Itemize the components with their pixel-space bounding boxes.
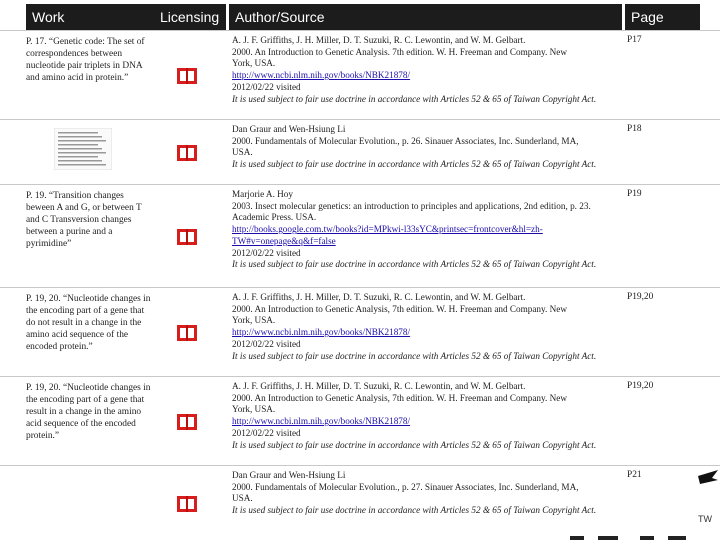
author-line: Dan Graur and Wen-Hsiung Li [232, 124, 346, 134]
page-cell: P17 [627, 35, 642, 45]
license-icon[interactable] [176, 322, 198, 344]
license-icon[interactable] [176, 65, 198, 87]
fair-use-notice: It is used subject to fair use doctrine in accordance with Articles 52 & 65 of Taiwan Copyright Act. [232, 439, 597, 450]
table-row [0, 30, 720, 119]
work-cell: P. 19, 20. “Nucleotide changes in the encoding part of a gene that do not result in a change in the amino acid sequence of the encoded protein.” [26, 294, 151, 352]
author-line: USA. [232, 493, 253, 504]
author-line: Academic Press. USA. [232, 212, 317, 223]
page-cell: P19,20 [627, 381, 654, 391]
source-link[interactable]: http://books.google.com.tw/books?id=MPkwi-l33sYC&printsec=frontcover&hl=zh-TW#v=onepage&q&f=false [232, 224, 543, 246]
fair-use-notice: It is used subject to fair use doctrine in accordance with Articles 52 & 65 of Taiwan Copyright Act. [232, 93, 597, 104]
header-licensing: Licensing [154, 4, 226, 30]
table-row [0, 119, 720, 184]
source-link[interactable]: http://www.ncbi.nlm.nih.gov/books/NBK21878/ [232, 416, 411, 427]
license-icon[interactable] [176, 226, 198, 248]
table-row [0, 184, 720, 287]
author-line: 2003. Insect molecular genetics: an introduction to principles and applications, 2nd edition, p. 23. [232, 200, 591, 211]
fair-use-notice: It is used subject to fair use doctrine in accordance with Articles 52 & 65 of Taiwan Copyright Act. [232, 505, 597, 516]
fair-use-notice: It is used subject to fair use doctrine in accordance with Articles 52 & 65 of Taiwan Copyright Act. [232, 259, 597, 270]
author-line: Dan Graur and Wen-Hsiung Li [232, 470, 346, 480]
license-icon[interactable] [176, 142, 198, 164]
page-cell: P21 [627, 470, 642, 480]
footer-bar [598, 536, 618, 540]
author-line: York, USA. [232, 404, 276, 415]
page-cell: P19,20 [627, 292, 654, 302]
page-cell: P19 [627, 189, 642, 199]
author-line: 2000. An Introduction to Genetic Analysis, 7th edition. W. H. Freeman and Company. New [232, 303, 567, 314]
logo-icon [696, 468, 720, 532]
author-line: A. J. F. Griffiths, J. H. Miller, D. T. Suzuki, R. C. Lewontin, and W. M. Gelbart. [232, 292, 526, 302]
visited-date: 2012/02/22 visited [232, 427, 301, 438]
header-author-source: Author/Source [229, 4, 622, 30]
source-link[interactable]: http://www.ncbi.nlm.nih.gov/books/NBK21878/ [232, 70, 411, 81]
work-cell: P. 19. “Transition changes beween A and G, or between T and C Transversion changes between a purine and a pyrimidine” [26, 191, 142, 249]
footer-bar [640, 536, 654, 540]
header-work: Work [26, 4, 154, 30]
table-row [0, 376, 720, 465]
work-cell: P. 19, 20. “Nucleotide changes in the encoding part of a gene that result in a change in the amino acid sequence of the encoded protein.” [26, 383, 151, 441]
author-source-cell [232, 470, 622, 517]
work-thumbnail [54, 128, 112, 170]
footer-bar [570, 536, 584, 540]
table-row [0, 287, 720, 376]
author-source-cell [232, 292, 622, 362]
work-cell: P. 17. “Genetic code: The set of correspondences between nucleotide pair triplets in DNA and amino acid in protein.” [26, 37, 145, 83]
table-header [0, 0, 720, 34]
license-icon[interactable] [176, 411, 198, 433]
author-line: 2000. Fundamentals of Molecular Evolution., p. 27. Sinauer Associates, Inc. Sunderland, MA, [232, 481, 579, 492]
logo-text: TW [698, 514, 712, 524]
author-line: 2000. An Introduction to Genetic Analysis. 7th edition. W. H. Freeman and Company. New [232, 46, 567, 57]
author-line: 2000. An Introduction to Genetic Analysis, 7th edition. W. H. Freeman and Company. New [232, 392, 567, 403]
footer-bar [668, 536, 686, 540]
visited-date: 2012/02/22 visited [232, 338, 301, 349]
visited-date: 2012/02/22 visited [232, 81, 301, 92]
page-cell: P18 [627, 124, 642, 134]
header-page: Page [625, 4, 700, 30]
author-source-cell [232, 189, 622, 271]
source-link[interactable]: http://www.ncbi.nlm.nih.gov/books/NBK21878/ [232, 327, 411, 338]
author-line: York, USA. [232, 315, 276, 326]
author-source-cell [232, 35, 622, 105]
author-line: USA. [232, 147, 253, 158]
author-line: A. J. F. Griffiths, J. H. Miller, D. T. Suzuki, R. C. Lewontin, and W. M. Gelbart. [232, 381, 526, 391]
author-source-cell [232, 381, 622, 451]
author-line: A. J. F. Griffiths, J. H. Miller, D. T. Suzuki, R. C. Lewontin, and W. M. Gelbart. [232, 35, 526, 45]
table-row [0, 465, 720, 540]
fair-use-notice: It is used subject to fair use doctrine in accordance with Articles 52 & 65 of Taiwan Copyright Act. [232, 159, 597, 170]
fair-use-notice: It is used subject to fair use doctrine in accordance with Articles 52 & 65 of Taiwan Copyright Act. [232, 350, 597, 361]
visited-date: 2012/02/22 visited [232, 247, 301, 258]
author-line: 2000. Fundamentals of Molecular Evolution., p. 26. Sinauer Associates, Inc. Sunderland, MA, [232, 135, 579, 146]
author-source-cell [232, 124, 622, 171]
author-line: York, USA. [232, 58, 276, 69]
license-icon[interactable] [176, 493, 198, 515]
author-line: Marjorie A. Hoy [232, 189, 293, 199]
